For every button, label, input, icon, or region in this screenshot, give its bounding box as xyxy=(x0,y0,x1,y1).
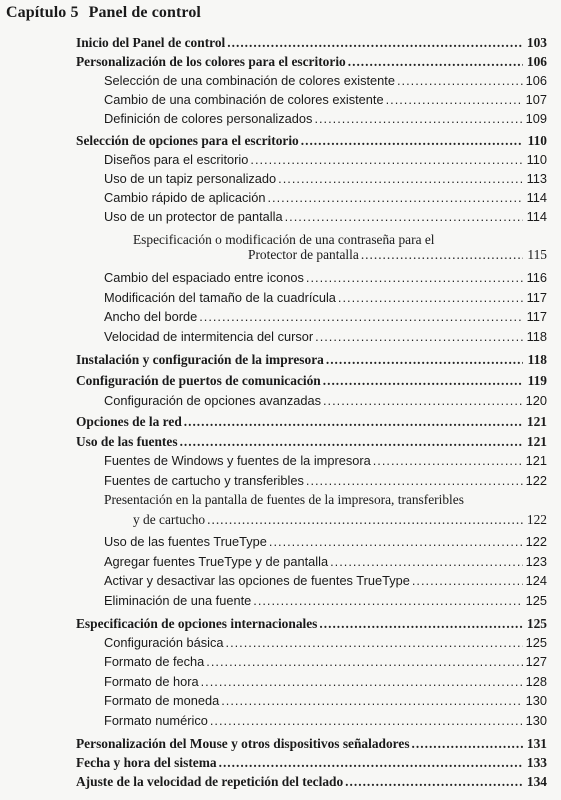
toc-entry-page: 122 xyxy=(526,512,547,527)
toc-entry-page: 117 xyxy=(526,290,547,305)
toc-entry-title: Configuración de puertos de comunicación xyxy=(76,373,321,388)
toc-entry-page: 125 xyxy=(525,635,547,650)
toc-entry-title: Formato de fecha xyxy=(104,654,205,669)
toc-entry-title: Eliminación de una fuente xyxy=(104,593,252,608)
toc-entry[interactable] xyxy=(104,268,547,287)
toc-entry[interactable] xyxy=(76,614,547,633)
toc-entry-page: 106 xyxy=(526,54,547,69)
dot-leader xyxy=(397,71,523,90)
toc-entry-page: 130 xyxy=(525,713,547,728)
toc-entry-title: Formato numérico xyxy=(104,713,208,728)
toc-entry-title: Configuración básica xyxy=(104,635,224,650)
toc-entry-title: Selección de una combinación de colores existente xyxy=(104,73,395,88)
dot-leader xyxy=(330,552,523,571)
toc-entry[interactable] xyxy=(104,188,547,207)
toc-entry-page: 117 xyxy=(526,309,547,324)
dot-leader xyxy=(386,90,523,109)
toc-entry[interactable] xyxy=(133,510,547,529)
toc-entry-title: Formato de moneda xyxy=(104,693,220,708)
dot-leader xyxy=(326,350,523,369)
toc-entry[interactable] xyxy=(104,109,547,128)
toc-entry[interactable] xyxy=(104,652,547,671)
dot-leader xyxy=(323,391,523,410)
dot-leader xyxy=(306,268,523,287)
toc-entry[interactable] xyxy=(76,753,547,772)
toc-entry-page: 116 xyxy=(526,270,547,285)
dot-leader xyxy=(221,691,523,710)
toc-entry-title: Fecha y hora del sistema xyxy=(76,755,217,770)
toc-entry[interactable] xyxy=(104,691,547,710)
toc-entry-title: Velocidad de intermitencia del cursor xyxy=(104,329,314,344)
toc-entry-page: 118 xyxy=(527,352,547,367)
toc-entry-page: 121 xyxy=(525,453,547,468)
dot-leader xyxy=(345,772,523,791)
toc-entry-page: 114 xyxy=(526,209,547,224)
toc-entry-title: Uso de las fuentes TrueType xyxy=(104,534,267,549)
toc-entry[interactable] xyxy=(104,571,547,590)
toc-entry-page: 134 xyxy=(526,774,547,789)
toc-entry[interactable] xyxy=(104,532,547,551)
dot-leader xyxy=(323,371,523,390)
toc-entry-page: 122 xyxy=(525,473,547,488)
dot-leader xyxy=(306,471,523,490)
toc-entry[interactable] xyxy=(76,734,547,753)
toc-entry-page: 106 xyxy=(525,73,547,88)
toc-entry-page: 103 xyxy=(526,35,547,50)
toc-entry-title: Definición de colores personalizados xyxy=(104,111,313,126)
toc-entry-title: y de cartucho xyxy=(133,512,206,527)
dot-leader xyxy=(361,245,523,264)
toc-entry-title: Ancho del borde xyxy=(104,309,198,324)
dot-leader xyxy=(206,652,523,671)
dot-leader xyxy=(180,432,523,451)
dot-leader xyxy=(319,614,523,633)
toc-entry[interactable] xyxy=(104,711,547,730)
toc-entry-page: 109 xyxy=(525,111,547,126)
dot-leader xyxy=(373,451,523,470)
dot-leader xyxy=(412,571,523,590)
toc-entry-page: 107 xyxy=(525,92,547,107)
toc-entry-title: Instalación y configuración de la impresora xyxy=(76,352,324,367)
dot-leader xyxy=(250,150,523,169)
toc-entry-title: Protector de pantalla xyxy=(248,247,359,262)
toc-entry-title: Uso de las fuentes xyxy=(76,434,178,449)
toc-entry-title: Diseños para el escritorio xyxy=(104,152,249,167)
toc-entry-page: 121 xyxy=(526,414,547,429)
toc-entry-title: Activar y desactivar las opciones de fuentes TrueType xyxy=(104,573,410,588)
toc-entry-page: 121 xyxy=(526,434,547,449)
toc-entry[interactable] xyxy=(104,307,547,326)
dot-leader xyxy=(314,109,523,128)
toc-entry-page: 123 xyxy=(525,554,547,569)
toc-entry[interactable] xyxy=(76,131,547,150)
toc-entry-page: 130 xyxy=(525,693,547,708)
dot-leader xyxy=(278,169,523,188)
toc-entry[interactable] xyxy=(248,245,547,264)
toc-entry[interactable] xyxy=(104,288,547,307)
toc-entry-title: Formato de hora xyxy=(104,674,199,689)
toc-entry-page: 119 xyxy=(527,373,547,388)
toc-entry-title: Uso de un protector de pantalla xyxy=(104,209,283,224)
toc-entry-page: 115 xyxy=(527,247,547,262)
toc-entry[interactable] xyxy=(76,371,547,390)
toc-entry[interactable] xyxy=(76,772,547,791)
toc-entry-title: Opciones de la red xyxy=(76,414,182,429)
toc-entry[interactable] xyxy=(76,412,547,431)
dot-leader xyxy=(227,33,523,52)
toc-entry[interactable] xyxy=(104,169,547,188)
toc-entry-page: 133 xyxy=(526,755,547,770)
toc-entry-page: 113 xyxy=(526,171,547,186)
toc-entry[interactable] xyxy=(104,71,547,90)
dot-leader xyxy=(201,672,523,691)
toc-entry-title: Fuentes de cartucho y transferibles xyxy=(104,473,304,488)
toc-entry-page: 124 xyxy=(525,573,547,588)
toc-entry[interactable] xyxy=(76,52,547,71)
toc-entry-line1: Especificación o modificación de una contraseña para el xyxy=(133,232,435,247)
toc-entry-title: Cambio rápido de aplicación xyxy=(104,190,266,205)
toc-entry[interactable] xyxy=(104,150,547,169)
toc-entry-title: Cambio de una combinación de colores existente xyxy=(104,92,384,107)
dot-leader xyxy=(338,288,523,307)
toc-entry-page: 118 xyxy=(526,329,547,344)
toc-entry-title: Ajuste de la velocidad de repetición del teclado xyxy=(76,774,344,789)
toc-entry-title: Especificación de opciones internacionales xyxy=(76,616,318,631)
toc-entry-page: 110 xyxy=(527,133,547,148)
toc-entry[interactable] xyxy=(104,391,547,410)
toc-entry[interactable] xyxy=(104,633,547,652)
toc-entry-page: 114 xyxy=(526,190,547,205)
chapter-number: Capítulo 5 xyxy=(6,4,79,21)
toc-entry-page: 125 xyxy=(525,593,547,608)
toc-entry[interactable] xyxy=(104,207,547,226)
dot-leader xyxy=(285,207,523,226)
toc-entry-page: 125 xyxy=(526,616,547,631)
dot-leader xyxy=(219,753,523,772)
toc-entry[interactable] xyxy=(104,451,547,470)
toc-entry[interactable] xyxy=(76,350,547,369)
dot-leader xyxy=(412,734,523,753)
toc-entry-title: Personalización de los colores para el escritorio xyxy=(76,54,346,69)
toc-entry-title: Inicio del Panel de control xyxy=(76,35,226,50)
dot-leader xyxy=(267,188,523,207)
toc-entry-page: 131 xyxy=(526,736,547,751)
toc-entry[interactable] xyxy=(104,591,547,610)
chapter-title: Panel de control xyxy=(88,4,201,21)
toc-entry[interactable] xyxy=(104,90,547,109)
toc-entry[interactable] xyxy=(104,471,547,490)
dot-leader xyxy=(301,131,523,150)
dot-leader xyxy=(269,532,523,551)
toc-entry[interactable] xyxy=(104,327,547,346)
toc-entry[interactable] xyxy=(104,552,547,571)
toc-entry-title: Modificación del tamaño de la cuadrícula xyxy=(104,290,336,305)
dot-leader xyxy=(207,510,523,529)
dot-leader xyxy=(315,327,523,346)
dot-leader xyxy=(348,52,523,71)
dot-leader xyxy=(226,633,523,652)
toc-entry-page: 120 xyxy=(525,393,547,408)
toc-entry[interactable] xyxy=(76,432,547,451)
dot-leader xyxy=(253,591,523,610)
toc-entry-title: Cambio del espaciado entre iconos xyxy=(104,270,304,285)
toc-entry-page: 110 xyxy=(526,152,547,167)
toc-entry-title: Uso de un tapiz personalizado xyxy=(104,171,277,186)
dot-leader xyxy=(210,711,523,730)
toc-entry-page: 128 xyxy=(525,674,547,689)
toc-entry-title: Personalización del Mouse y otros dispositivos señaladores xyxy=(76,736,410,751)
toc-entry-title: Fuentes de Windows y fuentes de la impresora xyxy=(104,453,371,468)
dot-leader xyxy=(184,412,523,431)
toc-entry-title: Selección de opciones para el escritorio xyxy=(76,133,299,148)
dot-leader xyxy=(199,307,523,326)
toc-entry-line1: Presentación en la pantalla de fuentes de la impresora, transferibles xyxy=(104,492,464,507)
toc-entry-page: 122 xyxy=(525,534,547,549)
toc-entry-title: Configuración de opciones avanzadas xyxy=(104,393,321,408)
toc-entry[interactable] xyxy=(76,33,547,52)
toc-entry-page: 127 xyxy=(525,654,547,669)
toc-entry[interactable] xyxy=(104,672,547,691)
toc-entry-title: Agregar fuentes TrueType y de pantalla xyxy=(104,554,329,569)
